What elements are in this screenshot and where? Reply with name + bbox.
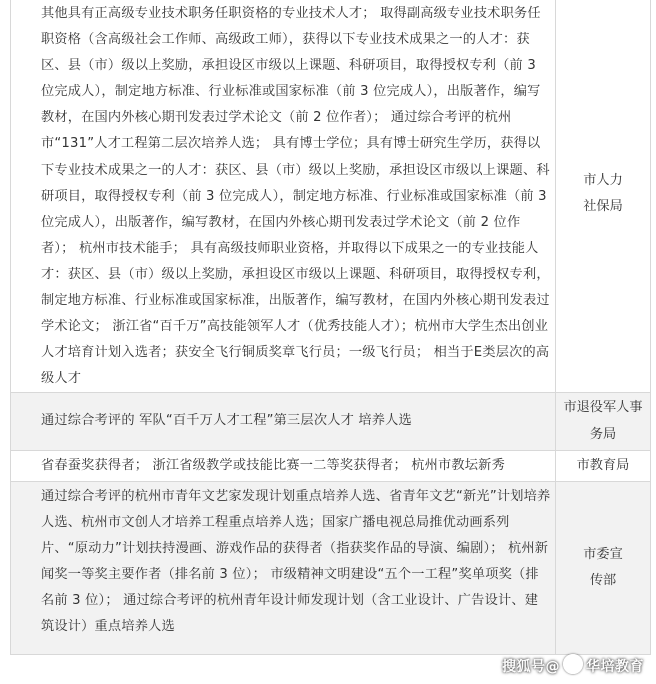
qualification-cell: 省春蚕奖获得者； 浙江省级教学或技能比赛一二等奖获得者； 杭州市教坛新秀	[11, 450, 556, 481]
department-label: 市委宣传部	[583, 546, 623, 588]
talent-category-table	[10, 0, 651, 655]
department-cell	[556, 450, 651, 481]
table-row	[11, 393, 651, 450]
department-label: 市人力社保局	[583, 172, 623, 214]
qualification-cell: 其他具有正高级专业技术职务任职资格的专业技术人才； 取得副高级专业技术职务任职资格（含高级社会工作师、高级政工师），获得以下专业技术成果之一的人才：获区、县（市）级以上奖励，承担设区市级以上课题、科研项目，取得授权专利（前 3 位完成人），制定地方标准、行业标准或国家标准（前 3 位完成人），出版著作，编写教材，在国内外核心期刊发表过学术论文（前 2 位作者）； 通过综合考评的杭州市“131”人才工程第二层次培养人选； 具有博士学位；具有博士研究生学历，获得以下专业技术成果之一的人才：获区、县（市）级以上奖励，承担设区市级以上课题、科研项目，取得授权专利（前 3 位完成人），制定地方标准、行业标准或国家标准（前 3 位完成人），出版著作，编写教材，在国内外核心期刊发表过学术论文（前 2 位作者）； 杭州市技术能手； 具有高级技师职业资格，并取得以下成果之一的专业技能人才：获区、县（市）级以上奖励，承担设区市级以上课题、科研项目，取得授权专利，制定地方标准、行业标准或国家标准，出版著作，编写教材，在国内外核心期刊发表过学术论文； 浙江省“百千万”高技能领军人才（优秀技能人才）；杭州市大学生杰出创业人才培育计划入选者；获安全飞行铜质奖章飞行员；一级飞行员； 相当于E类层次的高级人才	[11, 0, 556, 393]
table-row	[11, 0, 651, 393]
department-cell	[556, 481, 651, 655]
department-label: 市退役军人事务局	[563, 400, 643, 442]
qualification-cell: 通过综合考评的杭州市青年文艺家发现计划重点培养人选、省青年文艺“新光”计划培养人选、杭州市文创人才培养工程重点培养人选；国家广播电视总局推优动画系列片、“原动力”计划扶持漫画、游戏作品的获得者（指获奖作品的导演、编剧）； 杭州新闻奖一等奖主要作者（排名前 3 位）； 市级精神文明建设“五个一工程”奖单项奖（排名前 3 位）； 通过综合考评的杭州青年设计师发现计划（含工业设计、广告设计、建筑设计）重点培养人选	[11, 481, 556, 655]
table-row	[11, 481, 651, 655]
department-cell	[556, 0, 651, 393]
qualification-cell: 通过综合考评的 军队“百千万人才工程”第三层次人才 培养人选	[11, 393, 556, 450]
watermark-prefix: 搜狐号@	[502, 659, 560, 675]
sohu-watermark	[502, 654, 644, 676]
department-cell	[556, 393, 651, 450]
huapei-logo-icon	[563, 654, 583, 674]
department-label: 市教育局	[576, 457, 630, 473]
table-row	[11, 450, 651, 481]
watermark-name: 华培教育	[586, 659, 644, 675]
